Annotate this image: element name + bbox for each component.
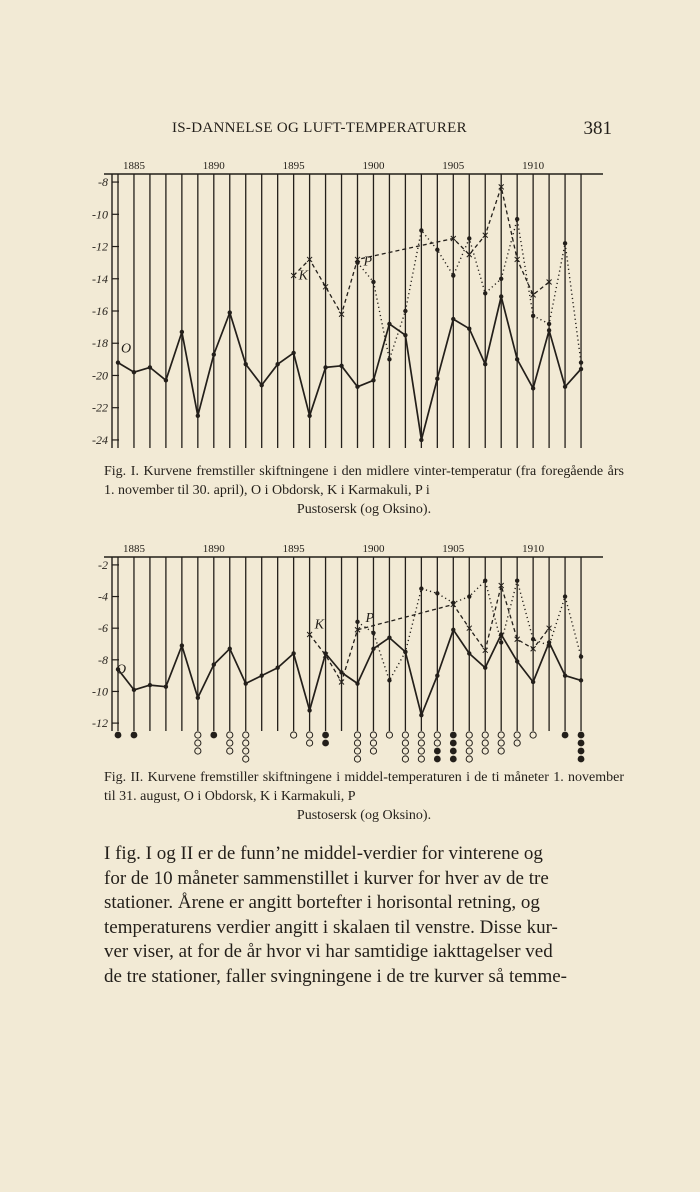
data-point-O xyxy=(212,352,216,356)
ice-marker-filled xyxy=(450,740,457,747)
data-point-O xyxy=(499,294,503,298)
y-tick-label: -2 xyxy=(98,557,108,572)
data-point-O xyxy=(531,386,535,390)
data-point-O xyxy=(467,651,471,655)
ice-marker-open xyxy=(370,732,376,738)
y-tick-label: -14 xyxy=(92,271,108,286)
ice-marker-filled xyxy=(115,732,122,739)
ice-marker-open xyxy=(514,740,520,746)
ice-marker-open xyxy=(195,748,201,754)
series-line-O xyxy=(118,297,581,440)
ice-marker-filled xyxy=(562,732,569,739)
body-line-4: temperaturens verdier angitt i skalaen til venstre. Disse kur- xyxy=(104,916,558,938)
series-label-P: P xyxy=(363,254,373,270)
y-tick-label: -4 xyxy=(98,589,108,604)
x-tick-label: 1890 xyxy=(202,160,225,172)
y-tick-label: -8 xyxy=(98,175,108,190)
caption-1-line-3: Pustosersk (og Oksino). xyxy=(296,502,432,517)
body-line-2: for de 10 måneter sammenstillet i kurver for hver av de tre xyxy=(104,867,549,889)
x-tick-label: 1910 xyxy=(522,160,545,172)
series-label-K: K xyxy=(314,617,324,633)
x-tick-label: 1895 xyxy=(282,543,305,555)
ice-marker-open xyxy=(418,748,424,754)
y-tick-label: -8 xyxy=(98,652,108,667)
data-point-O xyxy=(547,328,551,332)
figure-2-chart xyxy=(0,535,700,767)
ice-marker-open xyxy=(354,732,360,738)
data-point-P xyxy=(483,579,487,583)
data-point-P xyxy=(371,631,375,635)
x-tick-label: 1910 xyxy=(522,543,545,555)
y-tick-label: -12 xyxy=(92,239,108,254)
figure-1-caption xyxy=(104,462,624,519)
ice-marker-open xyxy=(307,732,313,738)
data-point-O xyxy=(435,376,439,380)
data-point-O xyxy=(180,330,184,334)
ice-marker-open xyxy=(418,732,424,738)
ice-marker-open xyxy=(354,740,360,746)
data-point-O xyxy=(371,647,375,651)
data-point-P xyxy=(387,678,391,682)
ice-marker-open xyxy=(530,732,536,738)
ice-marker-open xyxy=(466,732,472,738)
ice-marker-open xyxy=(370,740,376,746)
ice-marker-open xyxy=(354,748,360,754)
ice-marker-open xyxy=(466,756,472,762)
data-point-O xyxy=(387,635,391,639)
data-point-P xyxy=(579,654,583,658)
ice-marker-filled xyxy=(450,748,457,755)
data-point-P xyxy=(499,640,503,644)
data-point-P xyxy=(547,643,551,647)
series-label-O: O xyxy=(116,662,127,678)
data-point-P xyxy=(563,594,567,598)
data-point-O xyxy=(196,414,200,418)
data-point-P xyxy=(403,309,407,313)
data-point-P xyxy=(515,579,519,583)
data-point-O xyxy=(148,365,152,369)
data-point-O xyxy=(196,696,200,700)
data-point-O xyxy=(387,322,391,326)
ice-marker-open xyxy=(291,732,297,738)
data-point-O xyxy=(563,385,567,389)
ice-marker-open xyxy=(370,748,376,754)
data-point-O xyxy=(435,673,439,677)
ice-marker-open xyxy=(243,740,249,746)
ice-marker-open xyxy=(402,748,408,754)
data-point-P xyxy=(355,260,359,264)
ice-marker-open xyxy=(243,756,249,762)
ice-marker-open xyxy=(195,740,201,746)
data-point-O xyxy=(244,681,248,685)
data-point-O xyxy=(403,333,407,337)
y-tick-label: -22 xyxy=(92,400,108,415)
data-point-O xyxy=(132,370,136,374)
caption-2-line-2: måneter 1. november til 31. august, O i Obdorsk, K i Karmakuli, P xyxy=(104,770,624,804)
body-line-6: de tre stationer, faller svingningene i de tre kurver så temme- xyxy=(104,965,567,987)
y-tick-label: -6 xyxy=(98,621,108,636)
caption-2-line-3: Pustosersk (og Oksino). xyxy=(296,808,432,823)
data-point-O xyxy=(180,643,184,647)
data-point-O xyxy=(291,651,295,655)
data-point-P xyxy=(355,620,359,624)
data-point-O xyxy=(228,310,232,314)
ice-marker-open xyxy=(482,740,488,746)
data-point-O xyxy=(132,688,136,692)
data-point-O xyxy=(467,327,471,331)
ice-marker-filled xyxy=(210,732,217,739)
y-tick-label: -12 xyxy=(92,716,108,731)
x-tick-label: 1900 xyxy=(362,543,385,555)
data-point-O xyxy=(515,659,519,663)
data-point-P xyxy=(387,357,391,361)
data-point-O xyxy=(451,317,455,321)
data-point-O xyxy=(355,385,359,389)
ice-marker-open xyxy=(498,748,504,754)
data-point-O xyxy=(419,713,423,717)
data-point-O xyxy=(451,628,455,632)
caption-1-line-2: foregående års 1. november til 30. april), O i Obdorsk, K i Karmakuli, P i xyxy=(104,464,624,498)
ice-marker-open xyxy=(498,740,504,746)
ice-marker-open xyxy=(482,732,488,738)
data-point-P xyxy=(563,241,567,245)
ice-marker-filled xyxy=(578,740,585,747)
data-point-O xyxy=(339,670,343,674)
data-point-O xyxy=(212,662,216,666)
ice-marker-filled xyxy=(578,756,585,763)
data-point-O xyxy=(228,647,232,651)
data-point-O xyxy=(371,378,375,382)
data-point-O xyxy=(579,367,583,371)
ice-marker-open xyxy=(466,748,472,754)
ice-marker-open xyxy=(227,732,233,738)
data-point-P xyxy=(547,322,551,326)
y-tick-label: -20 xyxy=(92,368,108,383)
ice-marker-open xyxy=(514,732,520,738)
x-tick-label: 1905 xyxy=(442,160,465,172)
x-tick-label: 1895 xyxy=(282,160,305,172)
ice-marker-open xyxy=(195,732,201,738)
x-tick-label: 1905 xyxy=(442,543,465,555)
data-point-O xyxy=(275,666,279,670)
series-label-P: P xyxy=(365,610,375,626)
data-point-P xyxy=(499,277,503,281)
body-line-3: stationer. Årene er angitt bortefter i horisontal retning, og xyxy=(104,892,540,913)
x-tick-label: 1885 xyxy=(122,543,145,555)
ice-marker-filled xyxy=(131,732,138,739)
series-label-O: O xyxy=(121,341,132,357)
data-point-O xyxy=(260,673,264,677)
ice-marker-open xyxy=(243,748,249,754)
data-point-O xyxy=(531,680,535,684)
data-point-P xyxy=(531,637,535,641)
ice-marker-open xyxy=(418,740,424,746)
ice-marker-open xyxy=(227,748,233,754)
data-point-O xyxy=(419,438,423,442)
data-point-P xyxy=(467,594,471,598)
ice-marker-open xyxy=(466,740,472,746)
ice-marker-open xyxy=(402,756,408,762)
ice-marker-filled xyxy=(434,756,441,763)
data-point-O xyxy=(260,383,264,387)
ice-marker-open xyxy=(482,748,488,754)
x-tick-label: 1890 xyxy=(202,543,225,555)
series-line-O xyxy=(118,630,581,715)
body-paragraph xyxy=(104,842,614,989)
ice-marker-filled xyxy=(322,740,329,747)
ice-marker-filled xyxy=(450,756,457,763)
page-number: 381 xyxy=(583,118,612,139)
data-point-P xyxy=(483,291,487,295)
data-point-O xyxy=(244,362,248,366)
ice-marker-open xyxy=(434,732,440,738)
data-point-P xyxy=(403,650,407,654)
y-tick-label: -16 xyxy=(92,304,108,318)
y-tick-label: -10 xyxy=(92,684,108,699)
data-point-P xyxy=(515,217,519,221)
series-line-K xyxy=(310,586,549,683)
x-tick-label: 1885 xyxy=(122,160,145,172)
ice-marker-filled xyxy=(578,732,585,739)
running-head-title: IS-DANNELSE OG LUFT-TEMPERATURER xyxy=(172,120,467,136)
data-point-O xyxy=(483,362,487,366)
data-point-O xyxy=(579,678,583,682)
ice-marker-open xyxy=(418,756,424,762)
data-point-P xyxy=(451,273,455,277)
data-point-O xyxy=(275,362,279,366)
y-tick-label: -18 xyxy=(92,336,108,351)
y-tick-label: -10 xyxy=(92,207,108,222)
data-point-P xyxy=(419,586,423,590)
ice-marker-open xyxy=(402,740,408,746)
body-line-1: I fig. I og II er de funn’ne middel-verdier for vinterene og xyxy=(104,843,543,864)
data-point-O xyxy=(307,708,311,712)
data-point-P xyxy=(531,314,535,318)
x-tick-label: 1900 xyxy=(362,160,385,172)
ice-marker-filled xyxy=(434,748,441,755)
ice-marker-filled xyxy=(578,748,585,755)
ice-marker-open xyxy=(307,740,313,746)
y-tick-label: -24 xyxy=(92,432,108,447)
figure-1 xyxy=(0,150,700,460)
ice-marker-open xyxy=(354,756,360,762)
data-point-P xyxy=(371,280,375,284)
data-point-O xyxy=(515,357,519,361)
data-point-P xyxy=(419,228,423,232)
data-point-P xyxy=(435,248,439,252)
ice-marker-open xyxy=(386,732,392,738)
data-point-P xyxy=(579,360,583,364)
data-point-O xyxy=(499,632,503,636)
data-point-O xyxy=(563,673,567,677)
ice-marker-open xyxy=(227,740,233,746)
data-point-O xyxy=(148,683,152,687)
figure-2 xyxy=(0,535,700,767)
running-head xyxy=(118,118,612,142)
data-point-P xyxy=(451,601,455,605)
ice-marker-filled xyxy=(322,732,329,739)
data-point-O xyxy=(339,364,343,368)
ice-marker-open xyxy=(243,732,249,738)
data-point-O xyxy=(323,365,327,369)
caption-1-line-1: Fig. I. Kurvene fremstiller skiftningene i den midlere vinter-temperatur (fra xyxy=(104,464,537,479)
data-point-O xyxy=(483,666,487,670)
data-point-O xyxy=(164,378,168,382)
data-point-O xyxy=(116,360,120,364)
data-point-P xyxy=(435,591,439,595)
caption-2-line-1: Fig. II. Kurvene fremstiller skiftningene i middel-temperaturen i de ti xyxy=(104,770,500,785)
data-point-O xyxy=(291,351,295,355)
ice-marker-open xyxy=(402,732,408,738)
series-label-K: K xyxy=(298,268,308,284)
figure-2-caption xyxy=(104,768,624,825)
data-point-P xyxy=(467,236,471,240)
ice-marker-open xyxy=(498,732,504,738)
figure-1-chart xyxy=(0,150,700,460)
data-point-O xyxy=(307,414,311,418)
body-line-5: ver viser, at for de år hvor vi har samtidige iakttagelser ved xyxy=(104,941,553,962)
ice-marker-filled xyxy=(450,732,457,739)
data-point-O xyxy=(355,681,359,685)
data-point-O xyxy=(164,685,168,689)
ice-marker-open xyxy=(434,740,440,746)
